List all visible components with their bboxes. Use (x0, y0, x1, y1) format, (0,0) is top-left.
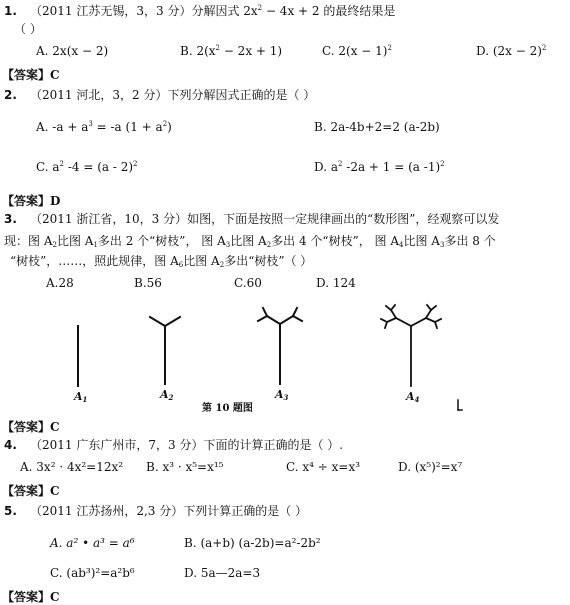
figure-label-a4: $A_4$ (406, 390, 420, 404)
q5-option-d: D. 5a—2a=3 (184, 566, 261, 580)
q1-option-a: A. 2x(x − 2) (36, 44, 109, 58)
tree-a4 (381, 305, 441, 386)
tree-a3 (258, 308, 302, 384)
q2-option-d: D. $a^2$ -2a + 1 = (a -1)$^2$ (314, 160, 445, 174)
q5-option-b: B. (a+b) (a-2b)=a²-2b² (184, 536, 321, 550)
q3-answer: 【答案】C (2, 420, 60, 434)
q5-number: 5. (4, 504, 17, 518)
q4-option-c: C. x⁴ ÷ x=x³ (286, 460, 361, 474)
q4-number: 4. (4, 438, 17, 452)
q3-number: 3. (4, 212, 17, 226)
q1-paren: （ ） (14, 22, 42, 36)
q2-answer: 【答案】D (2, 194, 61, 208)
q2-option-a: A. $-a + a^3 = -a$ $(1 + a^2)$ (36, 120, 172, 134)
q3-line1: （2011 浙江省，10，3 分）如图，下面是按照一定规律画出的“数形图”，经观察可以发 (30, 212, 500, 226)
figure-caption: 第 10 题图 (202, 403, 253, 414)
q4-answer: 【答案】C (2, 484, 60, 498)
q2-number: 2. (4, 88, 17, 102)
q5-stem: （2011 江苏扬州，2,3 分）下列计算正确的是（ ） (30, 504, 308, 518)
q4-option-b: B. x³ · x⁵=x¹⁵ (146, 460, 224, 474)
q1-stem: （2011 江苏无锡，3，3 分）分解因式 $2x^2 - 4x + 2$ 的最终结果是 (30, 4, 396, 18)
q2-option-c: C. $a^2$ -4 = (a - 2)$^2$ (36, 160, 138, 174)
q2-stem: （2011 河北，3，2 分）下列分解因式正确的是（ ） (30, 88, 316, 102)
q1-option-d: D. $(2x - 2)^2$ (476, 44, 547, 58)
q3-line2: 现：图 $A_2$比图 $A_1$多出 2 个“树枝”， 图 $A_3$比图 $A_2$多出 4 个“树枝”， 图 $A_4$比图 $A_3$多出 8 个 (4, 234, 496, 249)
q3-option-b: B.56 (134, 276, 162, 290)
q1-option-c: C. $2(x - 1)^2$ (322, 44, 392, 58)
q5-option-a: A. a² • a³ = a⁶ (50, 536, 135, 550)
q1-option-b: B. $2(x^2 - 2x + 1)$ (180, 44, 283, 58)
q4-stem: （2011 广东广州市，7，3 分）下面的计算正确的是（ ）. (30, 438, 344, 452)
q3-line3: “树枝”，……，照此规律，图 $A_6$比图 $A_2$多出“树枝”（ ） (10, 254, 313, 269)
figure-label-a2: $A_2$ (160, 388, 174, 402)
q4-option-d: D. (x⁵)²=x⁷ (398, 460, 463, 474)
q3-option-c: C.60 (234, 276, 262, 290)
figure-label-a3: $A_3$ (275, 388, 289, 402)
q1-number: 1. (4, 4, 17, 18)
figure-label-a1: $A_1$ (74, 390, 88, 404)
q5-answer: 【答案】C (2, 590, 60, 604)
q3-option-d: D. 124 (316, 276, 356, 290)
q4-option-a: A. 3x² · 4x²=12x² (20, 460, 124, 474)
q2-option-b: B. 2a-4b+2=2 (a-2b) (314, 120, 440, 134)
q3-option-a: A.28 (46, 276, 74, 290)
q5-option-c: C. (ab³)²=a²b⁶ (50, 566, 135, 580)
q1-answer: 【答案】C (2, 68, 60, 82)
